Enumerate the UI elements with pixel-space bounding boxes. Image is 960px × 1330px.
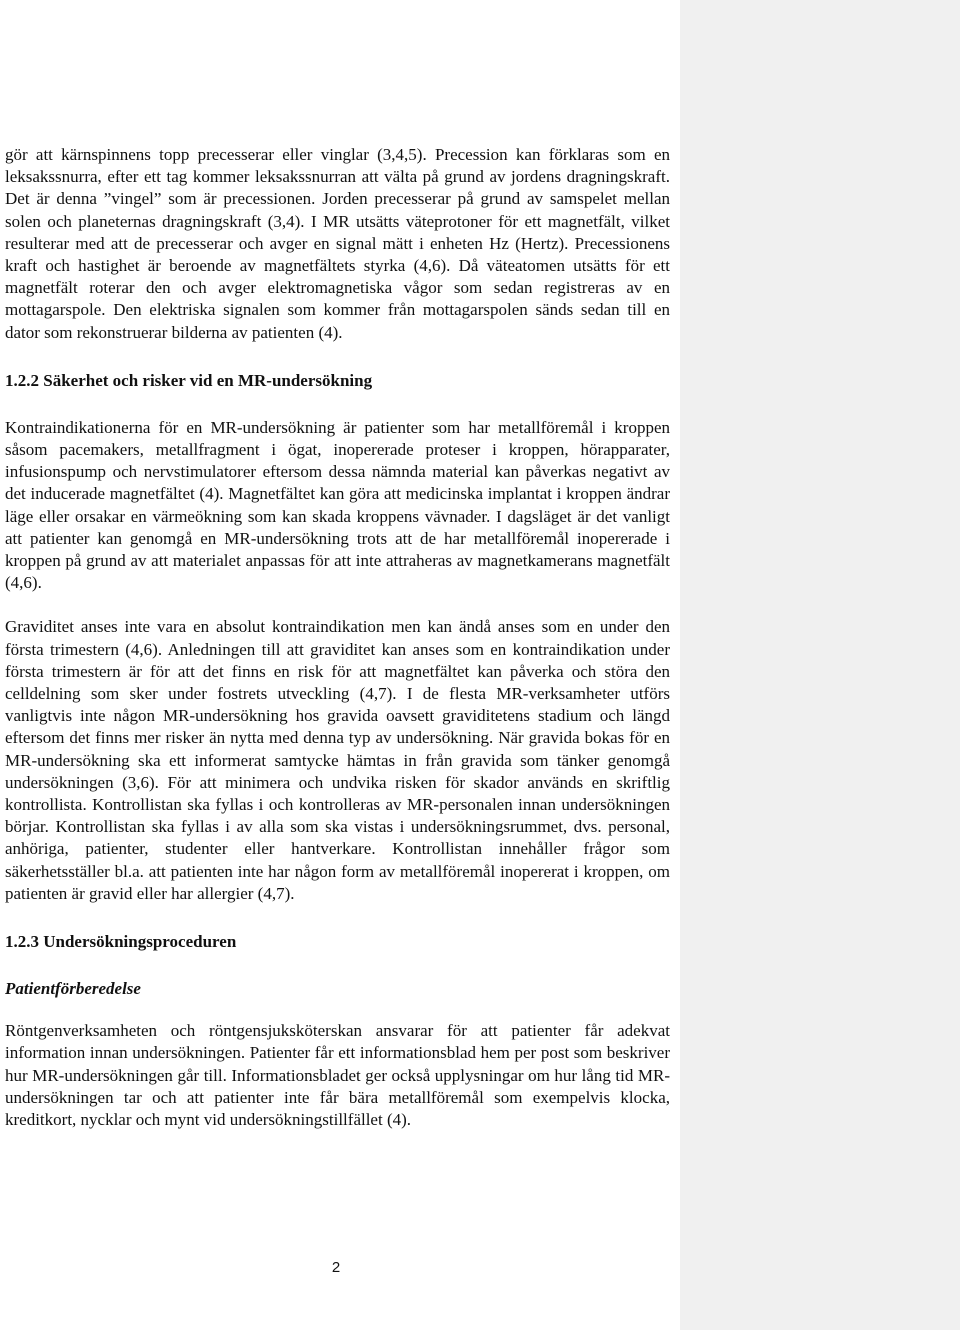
heading-procedure: 1.2.3 Undersökningsproceduren	[5, 932, 237, 952]
paragraph-pregnancy: Graviditet anses inte vara en absolut kontraindikation men kan ändå anses som en under den första trimestern (4,6). Anledningen till att graviditet kan anses som en kontraindikation under första trimestern är för att det finns en risk för att magnetfältet kan påverka och störa den celldelning som sker under fostrets utveckling (4,7). I de flesta MR-verksamheter utförs vanligtvis inte någon MR-undersökning hos gravida oavsett graviditetens stadium och längd eftersom det finns mer risker än nytta med denna typ av undersökning. När gravida bokas för en MR-undersökning ska ett informerat samtycke hämtas in från gravida som tänker genomgå undersökningen (3,6). För att minimera och undvika risken för skador används en skriftlig kontrollista. Kontrollistan ska fyllas i och kontrolleras av MR-personalen innan undersökningen börjar. Kontrollistan ska fyllas i av alla som ska vistas i undersökningsrummet, dvs. personal, anhöriga, patienter, studenter eller hantverkare. Kontrollistan innehåller frågor som säkerhetsställer bl.a. att patienten inte har någon form av metallföremål inopererat i kroppen, om patienten är gravid eller har allergier (4,7).	[5, 617, 670, 903]
paragraph-patient-information: Röntgenverksamheten och röntgensjuksköterskan ansvarar för att patienter får adekvat information innan undersökningen. Patienter får ett informationsblad hem per post som beskriver hur MR-undersökningen går till. Informationsbladet ger också upplysningar om hur lång tid MR-undersökningen tar och att patienter inte får bära metallföremål som exempelvis klocka, kreditkort, nycklar och mynt vid undersökningstillfället (4).	[5, 1021, 670, 1129]
page-number: 2	[331, 1259, 341, 1276]
paragraph-precession: gör att kärnspinnens topp precesserar eller vinglar (3,4,5). Precession kan förklaras som en leksakssnurra, efter ett tag kommer leksakssnurran att välta på grund av jordens dragningskraft. Det är denna ”vingel” som är precessionen. Jorden precesserar på grund av samspelet mellan solen och planeternas dragningskraft (3,4). I MR utsätts väteprotoner för ett magnetfält, vilket resulterar med att de precesserar och avger en signal mätt i enheten Hz (Hertz). Precessionens kraft och hastighet är beroende av magnetfältets styrka (4,6). Då väteatomen utsätts för ett magnetfält roterar den och avger elektromagnetiska vågor som sedan registreras av en mottagarspole. Den elektriska signalen som kommer från mottagarspolen sänds sedan till en dator som rekonstruerar bilderna av patienten (4).	[5, 145, 670, 342]
paragraph-contraindications: Kontraindikationerna för en MR-undersökning är patienter som har metallföremål i kroppen såsom pacemakers, metallfragment i ögat, inopererade proteser i kroppen, hörapparater, infusionspump och nervstimulatorer eftersom dessa nämnda material kan påverkas negativt av det inducerade magnetfältet (4). Magnetfältet kan göra att medicinska implantat i kroppen ändrar läge eller orsakar en värmeökning som kan skada kroppens vävnader. I dagsläget är det vanligt att patienter kan genomgå en MR-undersökning trots att de har metallföremål inopererade i kroppen på grund av att materialet anpassas för att inte attraheras av magnetkamerans magnetfält (4,6).	[5, 417, 670, 593]
subheading-patient-preparation: Patientförberedelse	[5, 979, 141, 999]
document-page	[5, 144, 670, 1131]
heading-safety-risks: 1.2.2 Säkerhet och risker vid en MR-undersökning	[5, 370, 373, 390]
right-margin-panel	[680, 0, 960, 1330]
